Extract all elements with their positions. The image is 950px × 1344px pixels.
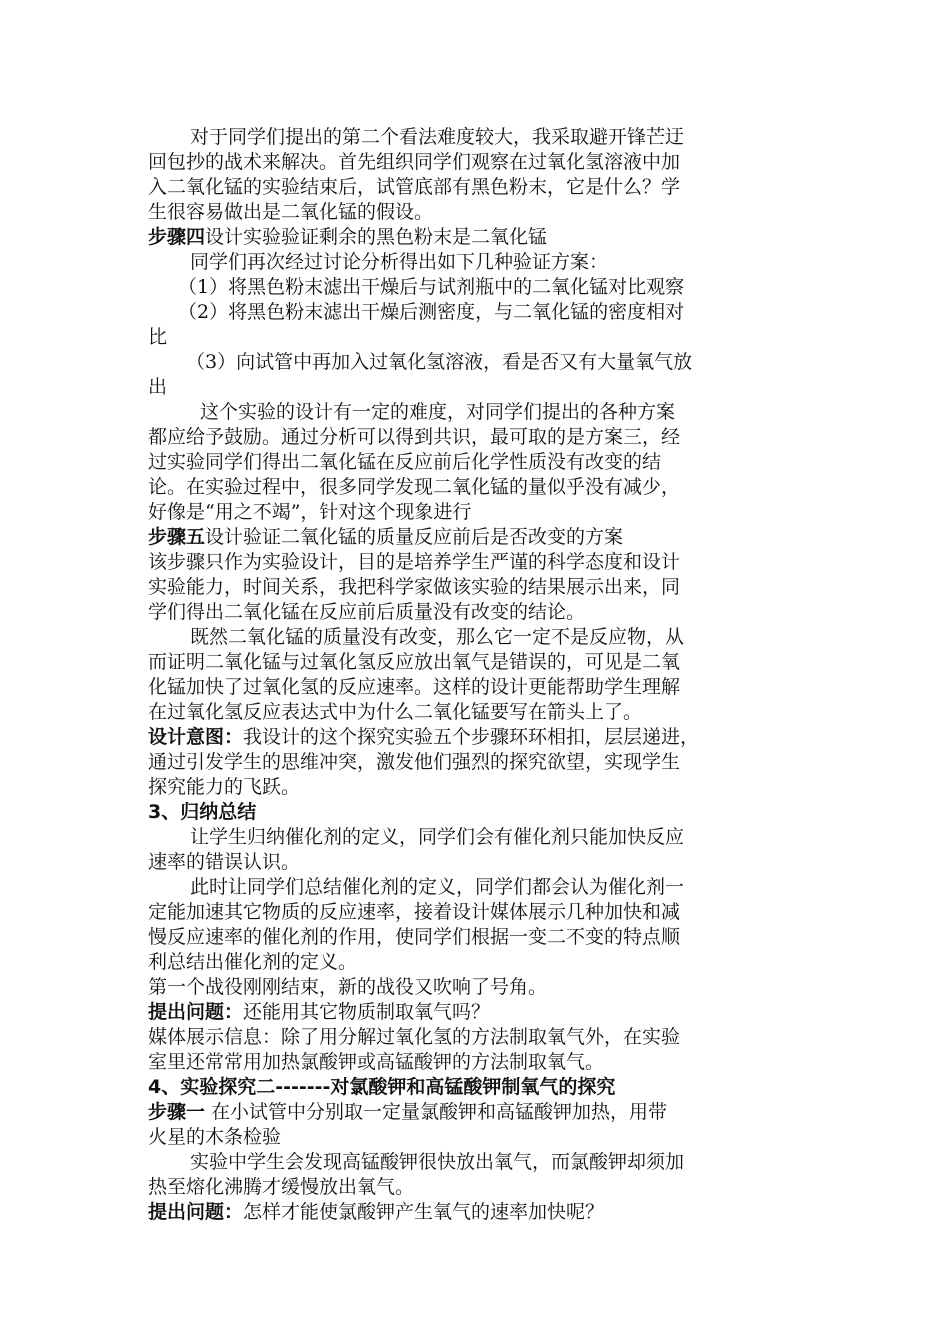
step-heading: 步骤四设计实验验证剩余的黑色粉末是二氧化锰: [148, 226, 548, 248]
paragraph-line: 学们得出二氧化锰在反应前后质量没有改变的结论。: [148, 601, 586, 623]
paragraph-line: 同学们再次经过讨论分析得出如下几种验证方案：: [190, 251, 609, 273]
paragraph-line: 生很容易做出是二氧化锰的假设。: [148, 201, 434, 223]
step-label: 步骤四: [148, 226, 206, 248]
paragraph-line: 热至熔化沸腾才缓慢放出氧气。: [148, 1176, 415, 1198]
step-heading: 步骤五设计验证二氧化锰的质量反应前后是否改变的方案: [148, 526, 624, 548]
paragraph-line: 论。在实验过程中，很多同学发现二氧化锰的量似乎没有减少，: [148, 476, 681, 498]
paragraph-line: 而证明二氧化锰与过氧化氢反应放出氧气是错误的，可见是二氧: [148, 651, 681, 673]
question-label: 提出问题：: [148, 1001, 244, 1023]
paragraph-line: 利总结出催化剂的定义。: [148, 951, 358, 973]
paragraph-line: 第一个战役刚刚结束，新的战役又吹响了号角。: [148, 976, 548, 998]
paragraph-line: 回包抄的战术来解决。首先组织同学们观察在过氧化氢溶液中加: [148, 151, 681, 173]
paragraph-line: 让学生归纳催化剂的定义，同学们会有催化剂只能加快反应: [190, 826, 685, 848]
paragraph-line: 对于同学们提出的第二个看法难度较大，我采取避开锋芒迂: [190, 126, 685, 148]
question-label: 提出问题：: [148, 1201, 244, 1223]
question-heading: 提出问题：还能用其它物质制取氧气吗？: [148, 1001, 491, 1023]
design-intent-label: 设计意图：: [148, 726, 244, 748]
question-heading: 提出问题：怎样才能使氯酸钾产生氧气的速率加快呢？: [148, 1201, 605, 1223]
paragraph-line: 室里还常常用加热氯酸钾或高锰酸钾的方法制取氧气。: [148, 1051, 605, 1073]
paragraph-line: 此时让同学们总结催化剂的定义，同学们都会认为催化剂一: [190, 876, 685, 898]
paragraph-line: 探究能力的飞跃。: [148, 776, 301, 798]
design-intent-heading: 设计意图：我设计的这个探究实验五个步骤环环相扣，层层递进，: [148, 726, 700, 748]
paragraph-line: 出: [148, 376, 168, 398]
paragraph-line: 实验中学生会发现高锰酸钾很快放出氧气，而氯酸钾却须加: [190, 1151, 685, 1173]
section-heading: 4、实验探究二-------对氯酸钾和高锰酸钾制氧气的探究: [148, 1076, 616, 1098]
step-label: 步骤五: [148, 526, 206, 548]
step-heading: 步骤一 在小试管中分别取一定量氯酸钾和高锰酸钾加热，用带: [148, 1101, 668, 1123]
paragraph-line: 既然二氧化锰的质量没有改变，那么它一定不是反应物，从: [190, 626, 685, 648]
paragraph-line: 过实验同学们得出二氧化锰在反应前后化学性质没有改变的结: [148, 451, 662, 473]
paragraph-line: 火星的木条检验: [148, 1126, 282, 1148]
paragraph-line: 都应给予鼓励。通过分析可以得到共识，最可取的是方案三，经: [148, 426, 681, 448]
paragraph-line: 该步骤只作为实验设计，目的是培养学生严谨的科学态度和设计: [148, 551, 681, 573]
paragraph-line: 媒体展示信息：除了用分解过氧化氢的方法制取氧气外，在实验: [148, 1026, 681, 1048]
list-item: （1）将黑色粉末滤出干燥后与试剂瓶中的二氧化锰对比观察: [178, 276, 685, 298]
paragraph-line: 速率的错误认识。: [148, 851, 301, 873]
paragraph-line: 好像是“用之不竭”，针对这个现象进行: [148, 501, 472, 523]
paragraph-line: 这个实验的设计有一定的难度，对同学们提出的各种方案: [200, 401, 676, 423]
paragraph-line: 化锰加快了过氧化氢的反应速率。这样的设计更能帮助学生理解: [148, 676, 681, 698]
paragraph-line: 定能加速其它物质的反应速率，接着设计媒体展示几种加快和减: [148, 901, 681, 923]
paragraph-line: 比: [148, 326, 168, 348]
list-item: （3）向试管中再加入过氧化氢溶液，看是否又有大量氧气放: [186, 351, 693, 373]
paragraph-line: 在过氧化氢反应表达式中为什么二氧化锰要写在箭头上了。: [148, 701, 643, 723]
section-heading: 3、归纳总结: [148, 801, 257, 823]
paragraph-line: 通过引发学生的思维冲突，激发他们强烈的探究欲望，实现学生: [148, 751, 681, 773]
list-item: （2）将黑色粉末滤出干燥后测密度，与二氧化锰的密度相对: [178, 301, 685, 323]
paragraph-line: 慢反应速率的催化剂的作用，使同学们根据一变二不变的特点顺: [148, 926, 681, 948]
paragraph-line: 入二氧化锰的实验结束后，试管底部有黑色粉末，它是什么？学: [148, 176, 681, 198]
paragraph-line: 实验能力，时间关系，我把科学家做该实验的结果展示出来，同: [148, 576, 681, 598]
step-label: 步骤一: [148, 1101, 206, 1123]
